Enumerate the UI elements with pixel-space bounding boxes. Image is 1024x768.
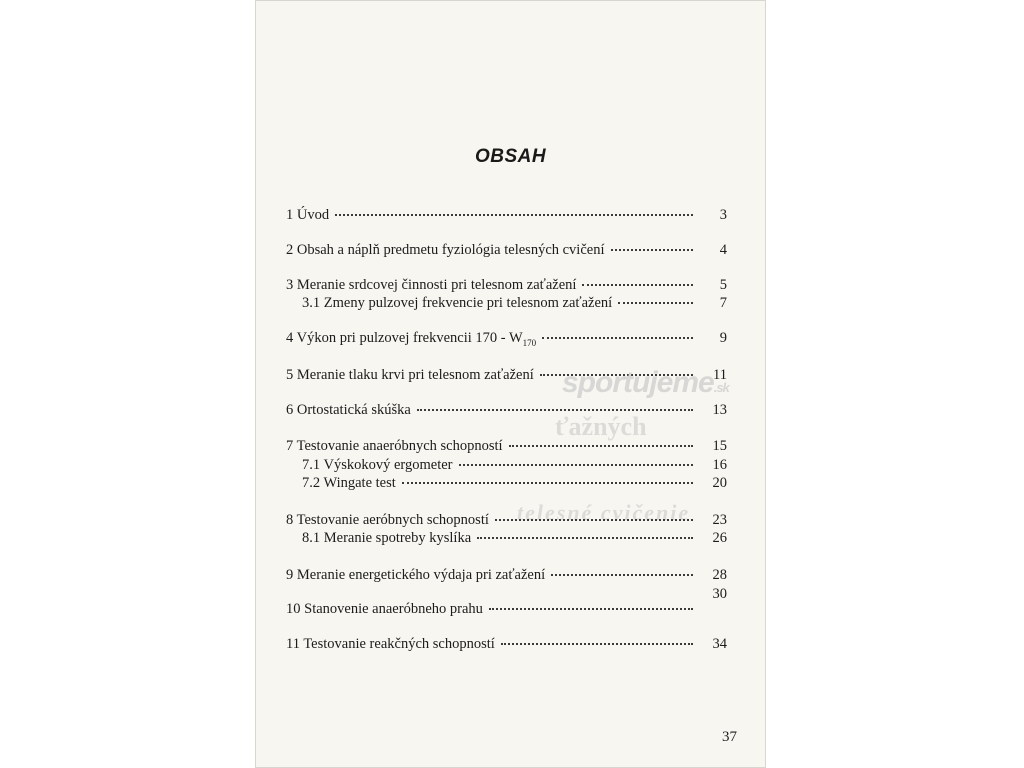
toc-entry-8-1 bbox=[302, 530, 727, 548]
watermark-tld: .sk bbox=[713, 380, 729, 395]
toc-entry-page: 4 bbox=[719, 242, 727, 258]
toc-entry-label: 9 Meranie energetického výdaja pri zaťažení bbox=[286, 567, 546, 583]
watermark-text: sportujeme bbox=[562, 366, 714, 399]
toc-entry-page: 28 bbox=[712, 567, 727, 583]
toc-entry-page: 15 bbox=[712, 438, 727, 454]
toc-entry-label: 2 Obsah a náplň predmetu fyziológia telesných cvičení bbox=[286, 242, 605, 258]
toc-entry-page: 23 bbox=[712, 512, 727, 528]
book-page bbox=[255, 0, 766, 768]
toc-entry-page: 26 bbox=[712, 530, 727, 546]
dot-leader bbox=[551, 564, 693, 576]
toc-entry-label-text: 4 Výkon pri pulzovej frekvencii 170 - W bbox=[286, 330, 523, 346]
toc-entry-label: 1 Úvod bbox=[286, 207, 330, 223]
toc-entry-6 bbox=[286, 402, 727, 420]
toc-entry-label: 5 Meranie tlaku krvi pri telesnom zaťažení bbox=[286, 367, 534, 383]
dot-leader bbox=[489, 598, 693, 610]
dot-leader bbox=[459, 454, 694, 466]
toc-entry-page: 34 bbox=[712, 636, 727, 652]
dot-leader bbox=[509, 435, 693, 447]
toc-entry-label bbox=[286, 330, 536, 348]
toc-entry-9 bbox=[286, 567, 727, 585]
toc-entry-label: 7.2 Wingate test bbox=[302, 475, 396, 491]
toc-entry-page: 5 bbox=[719, 277, 727, 293]
page-title: OBSAH bbox=[474, 146, 547, 167]
toc-entry-4 bbox=[286, 330, 727, 348]
dot-leader bbox=[335, 204, 693, 216]
toc-entry-1 bbox=[286, 207, 727, 225]
toc-entry-10 bbox=[286, 601, 727, 619]
toc-entry-3-1 bbox=[302, 295, 727, 313]
dot-leader bbox=[501, 633, 693, 645]
toc-entry-page: 7 bbox=[719, 295, 727, 311]
show-through-text: ťažných bbox=[555, 412, 647, 441]
dot-leader bbox=[542, 327, 693, 339]
toc-entry-label-subscript: 170 bbox=[522, 337, 537, 348]
page-number: 37 bbox=[722, 729, 737, 745]
toc-entry-label: 11 Testovanie reakčných schopností bbox=[286, 636, 495, 652]
toc-entry-page: 9 bbox=[719, 330, 727, 346]
toc-entry-7-2 bbox=[302, 475, 727, 493]
toc-entry-label: 3.1 Zmeny pulzovej frekvencie pri telesnom zaťažení bbox=[302, 295, 613, 311]
toc-entry-11 bbox=[286, 636, 727, 654]
toc-entry-page: 3 bbox=[719, 207, 727, 223]
show-through-text: telesné cvičenie bbox=[517, 500, 691, 525]
toc-entry-label: 8 Testovanie aeróbnych schopností bbox=[286, 512, 489, 528]
dot-leader bbox=[618, 292, 693, 304]
dot-leader bbox=[477, 527, 693, 539]
toc-entry-page: 13 bbox=[712, 402, 727, 418]
toc-entry-label: 7 Testovanie anaeróbnych schopností bbox=[286, 438, 503, 454]
dot-leader bbox=[495, 509, 693, 521]
toc-entry-2 bbox=[286, 242, 727, 260]
toc-entry-label: 7.1 Výskokový ergometer bbox=[302, 457, 453, 473]
toc-entry-page: 20 bbox=[712, 475, 727, 491]
dot-leader bbox=[402, 472, 693, 484]
dot-leader bbox=[611, 239, 694, 251]
toc-entry-label: 6 Ortostatická skúška bbox=[286, 402, 411, 418]
watermark-logo bbox=[562, 366, 729, 400]
dot-leader bbox=[582, 274, 693, 286]
toc-entry-label: 10 Stanovenie anaeróbneho prahu bbox=[286, 601, 483, 617]
toc-entry-label: 3 Meranie srdcovej činnosti pri telesnom zaťažení bbox=[286, 277, 577, 293]
toc-entry-page: 30 bbox=[712, 586, 727, 602]
toc-entry-label: 8.1 Meranie spotreby kyslíka bbox=[302, 530, 472, 546]
dot-leader bbox=[417, 399, 693, 411]
toc-entry-page: 16 bbox=[712, 457, 727, 473]
toc-entry-page: 11 bbox=[713, 367, 727, 383]
